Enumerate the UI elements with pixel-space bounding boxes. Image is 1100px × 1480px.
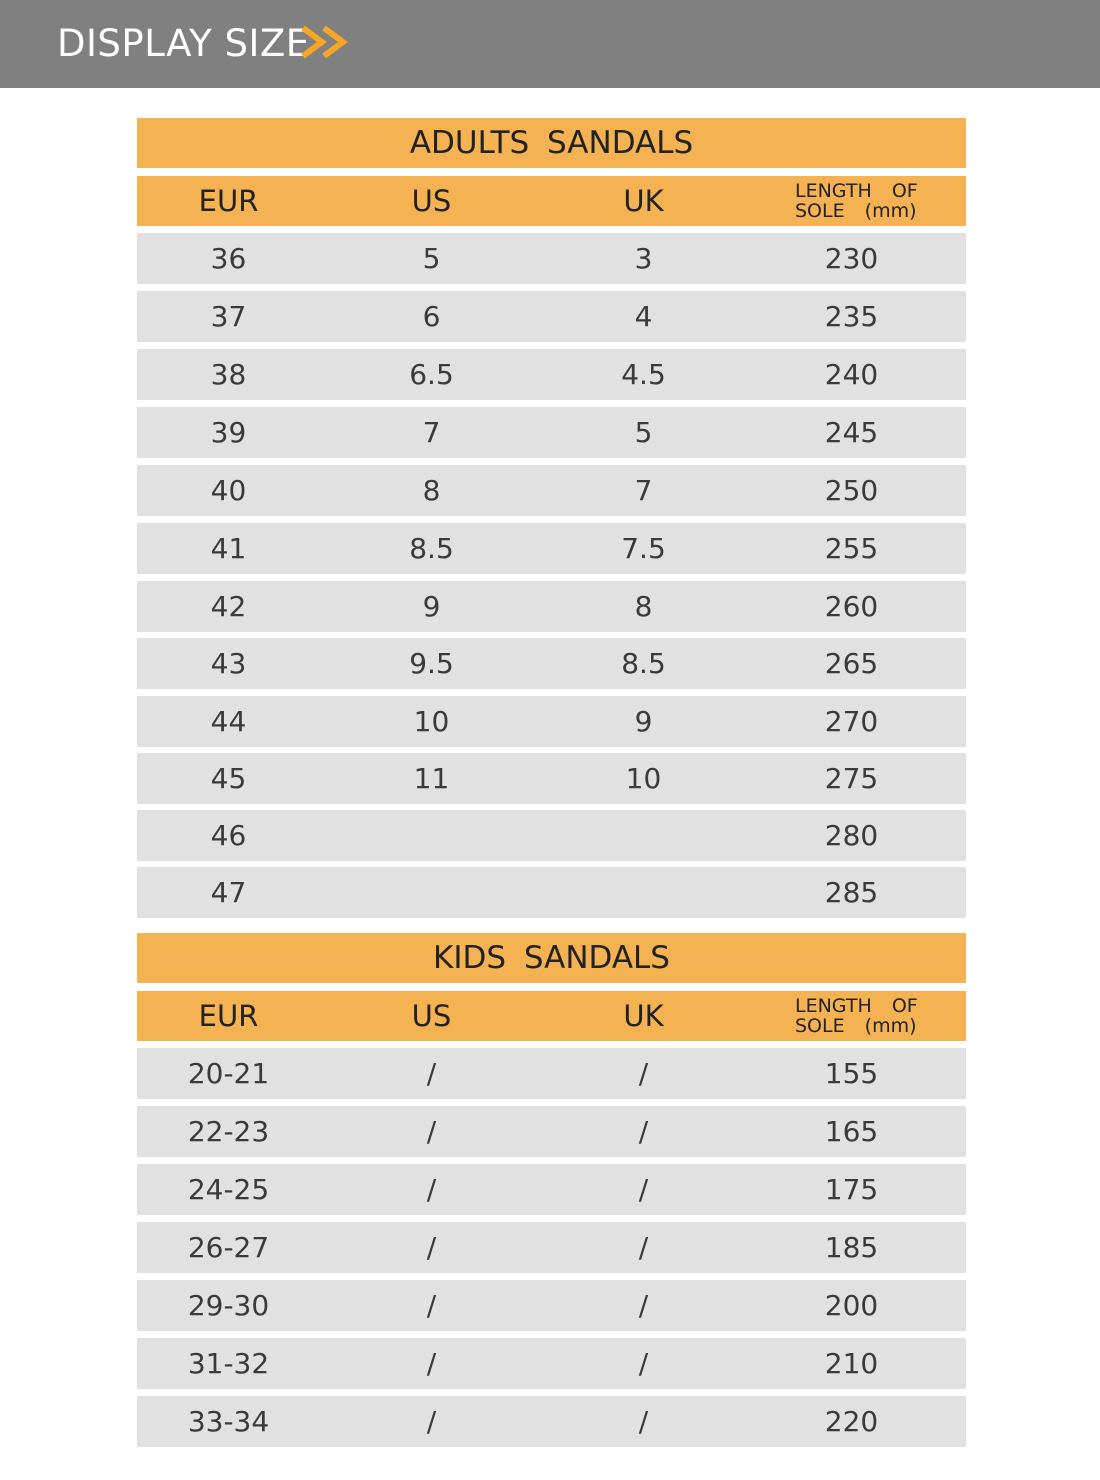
cell-us: 9 <box>422 590 441 623</box>
cell-length: 165 <box>824 1115 879 1148</box>
table-row <box>137 523 966 574</box>
table-row <box>137 1338 966 1389</box>
cell-eur: 26-27 <box>187 1231 270 1264</box>
table-row <box>137 1222 966 1273</box>
cell-eur: 36 <box>210 242 247 275</box>
column-header-length-line1: LENGTH OF <box>795 995 918 1017</box>
cell-us: 7 <box>422 416 441 449</box>
cell-length: 175 <box>824 1173 879 1206</box>
cell-length: 275 <box>824 762 879 795</box>
table-row <box>137 407 966 458</box>
cell-us: 6 <box>422 300 441 333</box>
cell-eur: 39 <box>210 416 247 449</box>
column-header-eur: EUR <box>198 184 259 218</box>
kids-table-title: KIDS SANDALS <box>137 933 966 983</box>
cell-length: 250 <box>824 474 879 507</box>
table-row <box>137 753 966 804</box>
cell-eur: 33-34 <box>187 1405 270 1438</box>
cell-uk: 7.5 <box>621 532 666 565</box>
cell-uk: / <box>638 1173 649 1206</box>
cell-us: / <box>426 1173 437 1206</box>
cell-eur: 24-25 <box>187 1173 270 1206</box>
cell-length: 235 <box>824 300 879 333</box>
cell-eur: 22-23 <box>187 1115 270 1148</box>
table-row <box>137 867 966 918</box>
cell-length: 260 <box>824 590 879 623</box>
cell-eur: 40 <box>210 474 247 507</box>
column-header-length-line1: LENGTH OF <box>795 180 918 202</box>
column-header-length-line2: SOLE (mm) <box>795 200 917 222</box>
cell-eur: 37 <box>210 300 247 333</box>
table-row <box>137 291 966 342</box>
cell-us: 9.5 <box>409 647 454 680</box>
cell-uk: 8.5 <box>621 647 666 680</box>
column-header-uk: UK <box>623 184 664 218</box>
cell-eur: 20-21 <box>187 1057 270 1090</box>
table-row <box>137 233 966 284</box>
cell-length: 255 <box>824 532 879 565</box>
cell-us: / <box>426 1057 437 1090</box>
cell-us: / <box>426 1405 437 1438</box>
table-row <box>137 638 966 689</box>
column-header-length-line2: SOLE (mm) <box>795 1015 917 1037</box>
cell-uk: 8 <box>634 590 653 623</box>
table-row <box>137 1106 966 1157</box>
cell-eur: 43 <box>210 647 247 680</box>
cell-uk: 4 <box>634 300 653 333</box>
kids-table-header <box>137 991 966 1041</box>
cell-uk: / <box>638 1231 649 1264</box>
cell-uk: 3 <box>634 242 653 275</box>
cell-eur: 45 <box>210 762 247 795</box>
table-row <box>137 581 966 632</box>
cell-uk: 7 <box>634 474 653 507</box>
cell-us: / <box>426 1231 437 1264</box>
cell-length: 220 <box>824 1405 879 1438</box>
cell-length: 265 <box>824 647 879 680</box>
cell-length: 240 <box>824 358 879 391</box>
double-chevron-right-icon <box>300 25 354 59</box>
cell-us: 10 <box>413 705 450 738</box>
cell-uk: / <box>638 1405 649 1438</box>
adults-table-title: ADULTS SANDALS <box>137 118 966 168</box>
cell-us: / <box>426 1289 437 1322</box>
column-header-length <box>795 991 955 1041</box>
cell-eur: 31-32 <box>187 1347 270 1380</box>
cell-length: 155 <box>824 1057 879 1090</box>
cell-length: 280 <box>824 819 879 852</box>
cell-uk: / <box>638 1057 649 1090</box>
cell-eur: 47 <box>210 876 247 909</box>
cell-length: 210 <box>824 1347 879 1380</box>
cell-us: 11 <box>413 762 450 795</box>
top-bar <box>0 0 1100 88</box>
column-header-us: US <box>411 184 452 218</box>
cell-us <box>330 867 533 918</box>
table-row <box>137 349 966 400</box>
cell-uk: 9 <box>634 705 653 738</box>
cell-us: 5 <box>422 242 441 275</box>
cell-uk <box>540 810 747 861</box>
cell-us: 6.5 <box>409 358 454 391</box>
cell-length: 245 <box>824 416 879 449</box>
page-title: DISPLAY SIZE <box>57 22 310 65</box>
cell-eur: 29-30 <box>187 1289 270 1322</box>
cell-length: 200 <box>824 1289 879 1322</box>
cell-us: 8 <box>422 474 441 507</box>
cell-eur: 38 <box>210 358 247 391</box>
cell-length: 230 <box>824 242 879 275</box>
table-row <box>137 1164 966 1215</box>
cell-uk: 10 <box>625 762 662 795</box>
adults-table-header <box>137 176 966 226</box>
column-header-us: US <box>411 999 452 1033</box>
table-row <box>137 1280 966 1331</box>
column-header-length <box>795 176 955 226</box>
cell-uk <box>540 867 747 918</box>
cell-us: / <box>426 1347 437 1380</box>
cell-uk: / <box>638 1289 649 1322</box>
cell-uk: 4.5 <box>621 358 666 391</box>
table-row <box>137 465 966 516</box>
cell-length: 285 <box>824 876 879 909</box>
cell-uk: / <box>638 1347 649 1380</box>
cell-uk: 5 <box>634 416 653 449</box>
cell-eur: 46 <box>210 819 247 852</box>
cell-length: 270 <box>824 705 879 738</box>
table-row <box>137 810 966 861</box>
cell-eur: 41 <box>210 532 247 565</box>
cell-us: / <box>426 1115 437 1148</box>
cell-us <box>330 810 533 861</box>
cell-eur: 42 <box>210 590 247 623</box>
cell-uk: / <box>638 1115 649 1148</box>
cell-us: 8.5 <box>409 532 454 565</box>
column-header-uk: UK <box>623 999 664 1033</box>
table-row <box>137 696 966 747</box>
cell-eur: 44 <box>210 705 247 738</box>
column-header-eur: EUR <box>198 999 259 1033</box>
table-row <box>137 1048 966 1099</box>
table-row <box>137 1396 966 1447</box>
cell-length: 185 <box>824 1231 879 1264</box>
